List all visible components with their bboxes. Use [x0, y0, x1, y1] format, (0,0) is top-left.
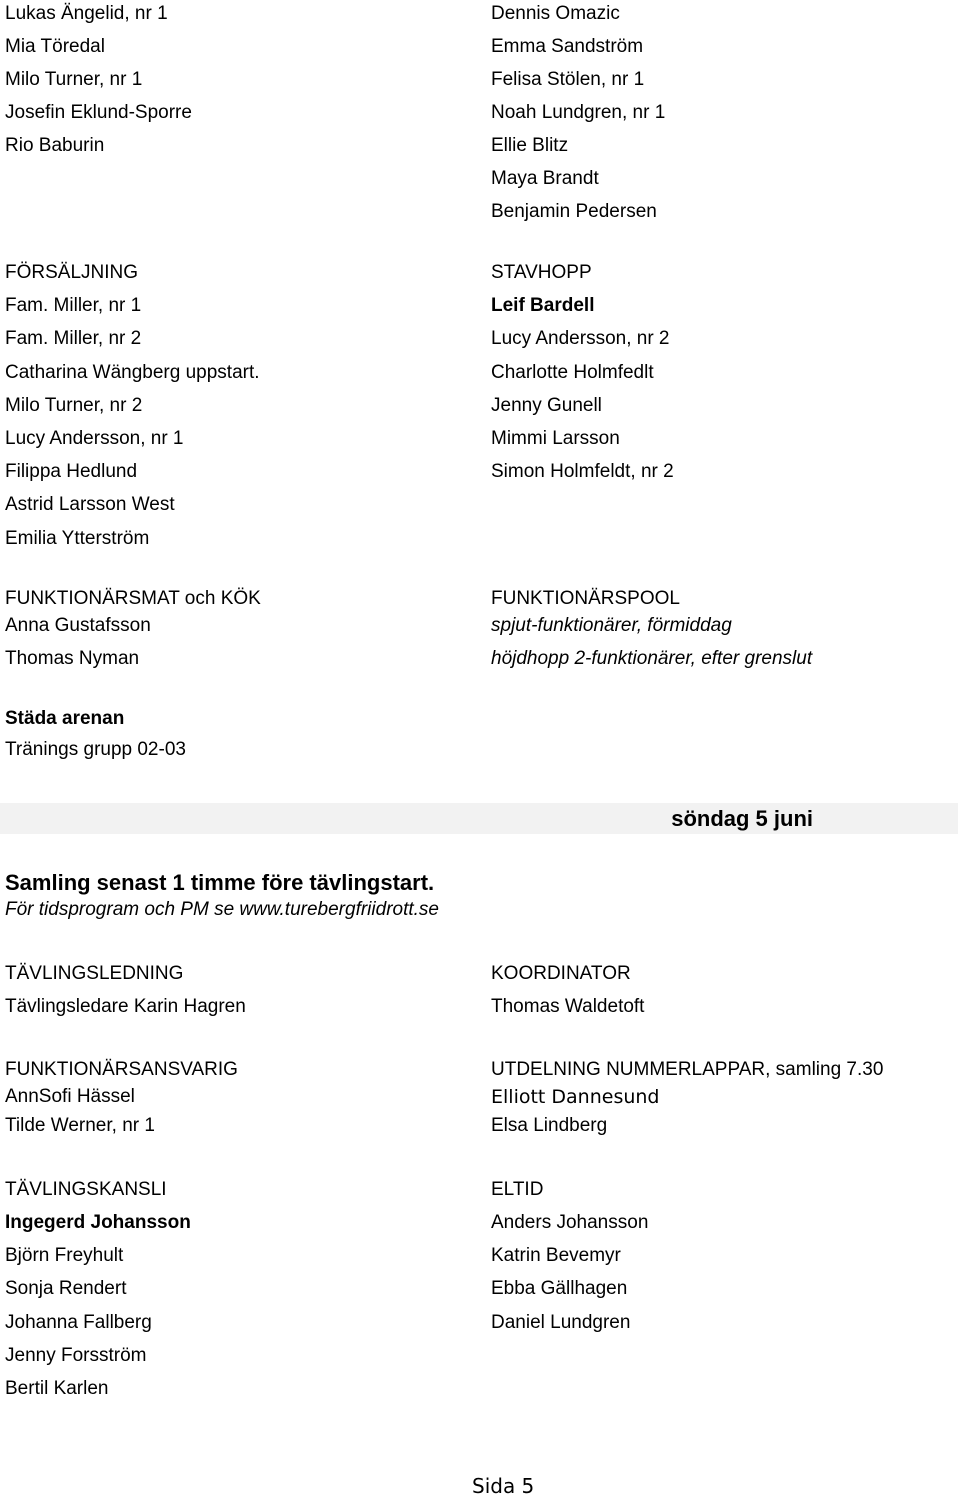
name-entry: Charlotte Holmfedlt: [491, 362, 654, 383]
name-entry: Ebba Gällhagen: [491, 1278, 628, 1299]
name-entry: Benjamin Pedersen: [491, 201, 657, 222]
name-entry: Dennis Omazic: [491, 3, 620, 24]
name-entry: Thomas Nyman: [5, 648, 140, 669]
page-number: Sida 5: [472, 1474, 535, 1498]
name-entry: Milo Turner, nr 1: [5, 69, 143, 90]
name-entry: Tävlingsledare Karin Hagren: [5, 996, 246, 1017]
section-lead-name: Leif Bardell: [491, 295, 595, 316]
name-entry: Rio Baburin: [5, 135, 105, 156]
section-heading-stada: Städa arenan: [5, 708, 125, 729]
name-entry: AnnSofi Hässel: [5, 1086, 135, 1107]
section-heading-tavlingsledning: TÄVLINGSLEDNING: [5, 963, 184, 984]
name-entry: Bertil Karlen: [5, 1378, 109, 1399]
name-entry: Daniel Lundgren: [491, 1312, 631, 1333]
section-heading-forsaljning: FÖRSÄLJNING: [5, 262, 139, 283]
name-entry: Johanna Fallberg: [5, 1312, 152, 1333]
name-entry: Elliott Dannesund: [491, 1086, 660, 1108]
name-entry: Mimmi Larsson: [491, 428, 620, 449]
name-entry: Emma Sandström: [491, 36, 644, 57]
samling-notice: Samling senast 1 timme före tävlingstart.: [5, 870, 435, 895]
name-entry: Lucy Andersson, nr 2: [491, 328, 670, 349]
name-entry: Astrid Larsson West: [5, 494, 175, 515]
name-entry: Jenny Forsström: [5, 1345, 147, 1366]
pool-entry: spjut-funktionärer, förmiddag: [491, 615, 732, 636]
program-info: För tidsprogram och PM se www.turebergfriidrott.se: [5, 899, 439, 920]
name-entry: Elsa Lindberg: [491, 1115, 608, 1136]
name-entry: Catharina Wängberg uppstart.: [5, 362, 260, 383]
section-heading-funktionarsansvarig: FUNKTIONÄRSANSVARIG: [5, 1059, 238, 1080]
name-entry: Fam. Miller, nr 1: [5, 295, 142, 316]
name-entry: Josefin Eklund-Sporre: [5, 102, 192, 123]
name-entry: Felisa Stölen, nr 1: [491, 69, 645, 90]
name-entry: Noah Lundgren, nr 1: [491, 102, 666, 123]
name-entry: Fam. Miller, nr 2: [5, 328, 142, 349]
name-entry: Tilde Werner, nr 1: [5, 1115, 155, 1136]
name-entry: Emilia Ytterström: [5, 528, 150, 549]
name-entry: Thomas Waldetoft: [491, 996, 645, 1017]
section-heading-eltid: ELTID: [491, 1179, 544, 1200]
name-entry: Lukas Ängelid, nr 1: [5, 3, 168, 24]
pool-entry: höjdhopp 2-funktionärer, efter grenslut: [491, 648, 813, 669]
name-entry: Sonja Rendert: [5, 1278, 127, 1299]
name-entry: Filippa Hedlund: [5, 461, 138, 482]
name-entry: Mia Töredal: [5, 36, 105, 57]
name-entry: Jenny Gunell: [491, 395, 602, 416]
name-entry: Katrin Bevemyr: [491, 1245, 621, 1266]
name-entry: Ellie Blitz: [491, 135, 569, 156]
name-entry: Milo Turner, nr 2: [5, 395, 143, 416]
section-heading-koordinator: KOORDINATOR: [491, 963, 631, 984]
section-lead-name: Ingegerd Johansson: [5, 1212, 191, 1233]
section-heading-funktionarsmat: FUNKTIONÄRSMAT och KÖK: [5, 588, 261, 609]
name-entry: Maya Brandt: [491, 168, 599, 189]
stada-text: Tränings grupp 02-03: [5, 739, 186, 760]
section-heading-utdelning: UTDELNING NUMMERLAPPAR, samling 7.30: [491, 1059, 884, 1080]
section-heading-stavhopp: STAVHOPP: [491, 262, 592, 283]
name-entry: Lucy Andersson, nr 1: [5, 428, 184, 449]
section-heading-tavlingskansli: TÄVLINGSKANSLI: [5, 1179, 167, 1200]
name-entry: Anders Johansson: [491, 1212, 649, 1233]
name-entry: Anna Gustafsson: [5, 615, 151, 636]
name-entry: Björn Freyhult: [5, 1245, 124, 1266]
name-entry: Simon Holmfeldt, nr 2: [491, 461, 674, 482]
section-heading-funktionarspool: FUNKTIONÄRSPOOL: [491, 588, 680, 609]
day-title: söndag 5 juni: [671, 806, 813, 831]
